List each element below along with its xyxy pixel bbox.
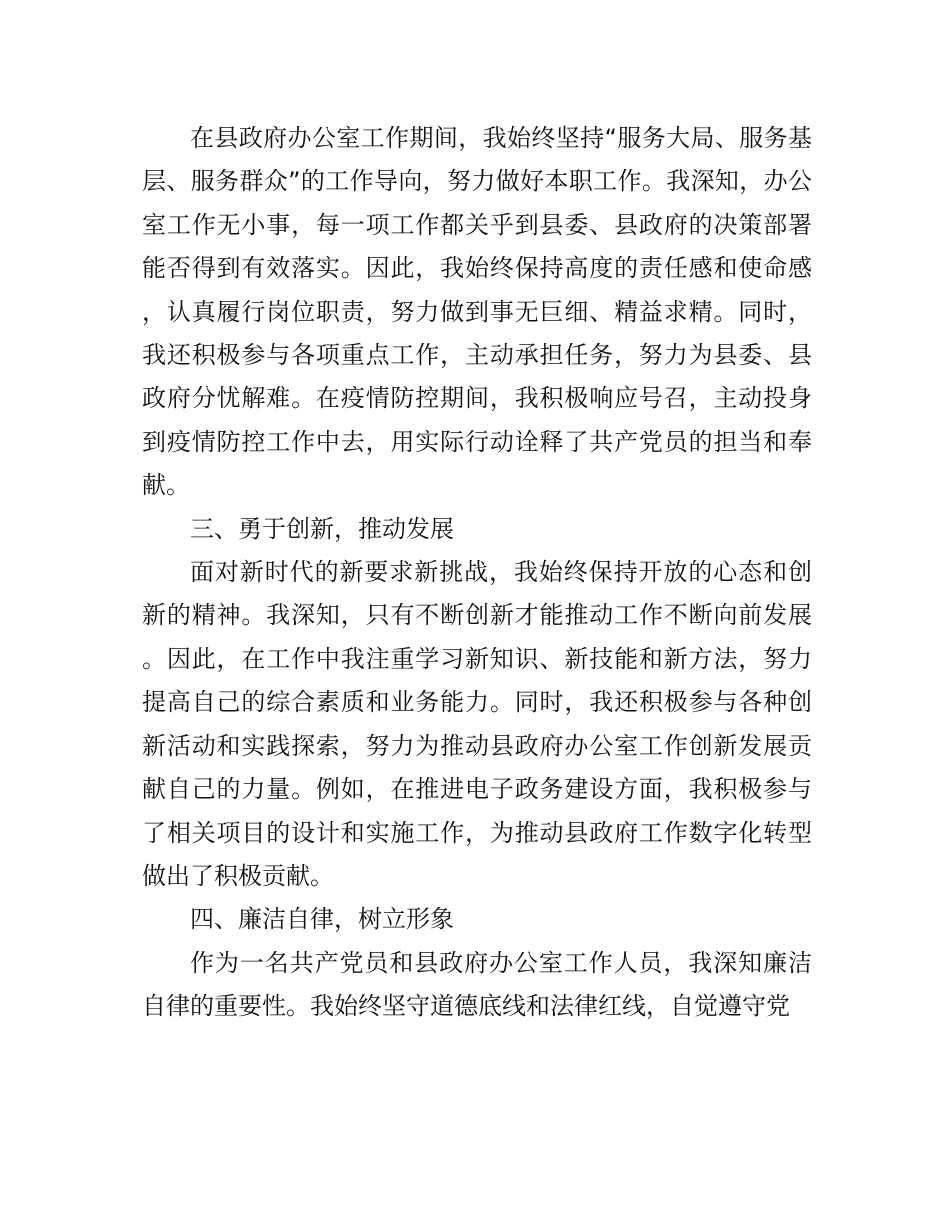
- paragraph-service-work: 在县政府办公室工作期间，我始终坚持“服务大局、服务基层、服务群众”的工作导向，努力做好本职工作。我深知，办公室工作无小事，每一项工作都关乎到县委、县政府的决策部署能否得到有效落实。因此，我始终保持高度的责任感和使命感，认真履行岗位职责，努力做到事无巨细、精益求精。同时，我还积极参与各项重点工作，主动承担任务，努力为县委、县政府分忧解难。在疫情防控期间，我积极响应号召，主动投身到疫情防控工作中去，用实际行动诠释了共产党员的担当和奉献。: [142, 124, 812, 500]
- section-heading-innovation: 三、勇于创新，推动发展: [190, 514, 454, 543]
- paragraph-integrity: 作为一名共产党员和县政府办公室工作人员，我深知廉洁自律的重要性。我始终坚守道德底线和法律红线，自觉遵守党: [142, 948, 812, 1021]
- paragraph-innovation: 面对新时代的新要求新挑战，我始终保持开放的心态和创新的精神。我深知，只有不断创新才能推动工作不断向前发展。因此，在工作中我注重学习新知识、新技能和新方法，努力提高自己的综合素质和业务能力。同时，我还积极参与各种创新活动和实践探索，努力为推动县政府办公室工作创新发展贡献自己的力量。例如，在推进电子政务建设方面，我积极参与了相关项目的设计和实施工作，为推动县政府工作数字化转型做出了积极贡献。: [142, 558, 812, 890]
- document-page: [142, 117, 812, 1029]
- section-heading-integrity: 四、廉洁自律，树立形象: [190, 905, 454, 934]
